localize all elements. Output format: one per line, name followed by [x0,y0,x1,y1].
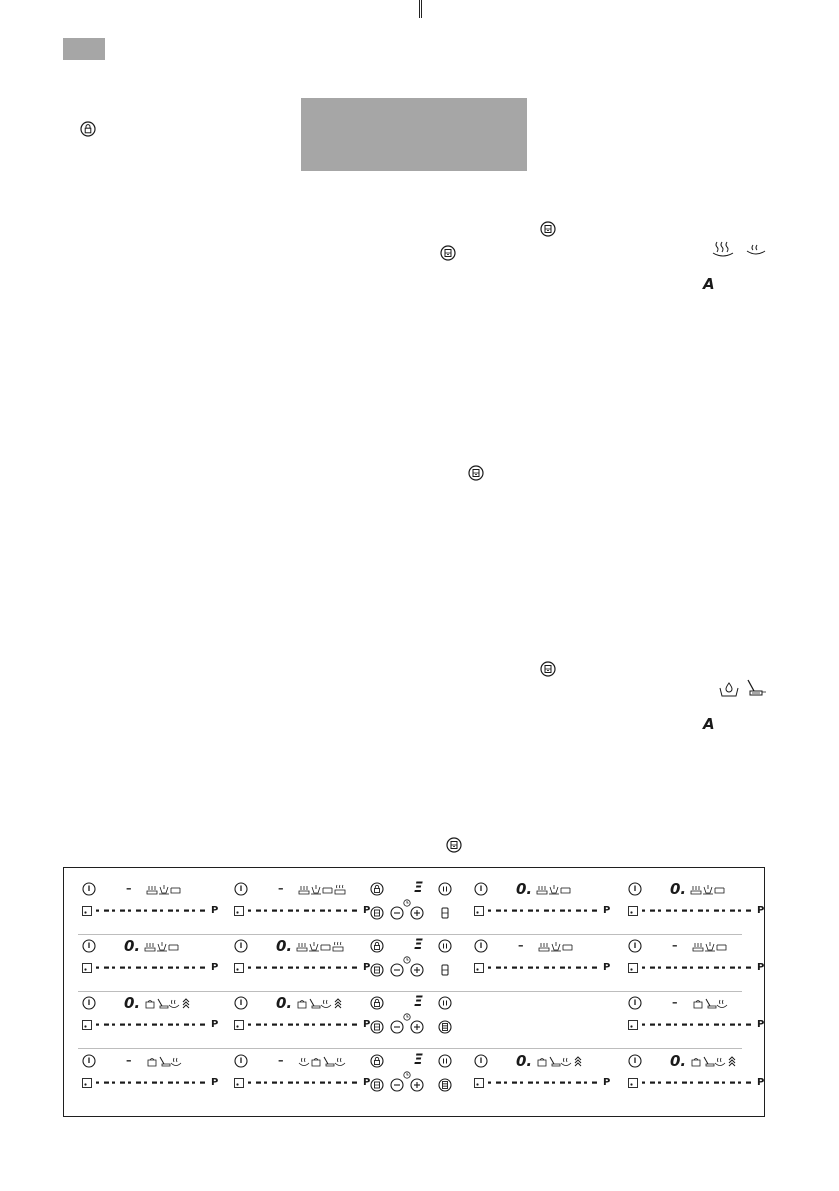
grill-key-icon[interactable] [438,1078,452,1092]
zone-display: 0. [124,994,141,1012]
power-slider[interactable] [248,965,366,971]
zone-select-icon[interactable] [628,1020,638,1030]
minus-icon[interactable] [390,1020,404,1034]
pot-pause-icon[interactable] [370,963,384,977]
slider-p-label: P [363,905,371,916]
pot-pause-icon[interactable] [370,906,384,920]
zone-select-icon[interactable] [82,963,92,973]
zone-function-icons [146,884,186,896]
cooking-zone-control [230,1054,370,1094]
zone-function-icons [296,941,348,953]
center-controls [370,996,454,1036]
slider-p-label: P [211,905,219,916]
cooking-zone-control [78,882,218,922]
zone-display: – [126,1054,132,1067]
lock-icon[interactable] [370,1054,384,1068]
power-icon[interactable] [82,882,96,896]
slider-p-label: P [211,1077,219,1088]
steam-low-wave-icon [745,242,767,258]
zone-select-icon[interactable] [234,1078,244,1088]
pause-icon[interactable] [438,882,452,896]
power-slider[interactable] [488,908,606,914]
power-slider[interactable] [488,965,606,971]
minus-icon[interactable] [390,963,404,977]
cooking-zone-control [78,996,218,1036]
cooking-zone-control [470,1054,610,1094]
zone-function-icons [692,998,732,1010]
lock-icon[interactable] [370,939,384,953]
power-icon[interactable] [474,939,488,953]
pot-pause-icon [540,661,556,677]
zone-function-icons [298,884,350,896]
pot-pause-icon[interactable] [370,1020,384,1034]
cooking-zone-control [230,882,370,922]
power-icon[interactable] [628,882,642,896]
zone-function-icons [144,998,196,1010]
plus-icon[interactable] [410,1078,424,1092]
pot-pause-icon[interactable] [370,1078,384,1092]
zone-select-icon[interactable] [474,906,484,916]
zone-display: – [126,882,132,895]
timer-display: Ξ [414,880,423,896]
zone-display: 0. [276,994,293,1012]
cooking-zone-control [470,882,610,922]
cooking-zone-control [624,1054,764,1094]
zone-display: – [278,882,284,895]
zone-function-icons [692,941,732,953]
timer-display: Ξ [414,937,423,953]
pause-icon[interactable] [438,1054,452,1068]
zone-display: 0. [670,880,687,898]
display-letter-A: A [703,715,715,733]
cooking-zone-control [624,939,764,979]
timer-display: Ξ [414,1052,423,1068]
pause-icon[interactable] [438,996,452,1010]
power-slider[interactable] [488,1080,606,1086]
power-slider[interactable] [642,965,760,971]
power-icon[interactable] [628,1054,642,1068]
zone-select-icon[interactable] [628,963,638,973]
slider-p-label: P [363,1077,371,1088]
pot-pause-icon [540,221,556,237]
zone-function-icons [296,998,348,1010]
plus-icon[interactable] [410,963,424,977]
slider-p-label: P [211,1019,219,1030]
zone-function-icons [536,1056,588,1068]
lock-icon[interactable] [370,996,384,1010]
power-slider[interactable] [96,1080,214,1086]
timer-display: Ξ [414,994,423,1010]
power-slider[interactable] [96,965,214,971]
plus-icon[interactable] [410,906,424,920]
zone-select-icon[interactable] [628,1078,638,1088]
cooking-zone-control [624,882,764,922]
grill-key-icon[interactable] [438,1020,452,1034]
cooking-zone-control [230,939,370,979]
highlight-box [301,98,527,171]
lock-icon [80,121,96,137]
power-icon[interactable] [474,1054,488,1068]
slider-p-label: P [757,1077,765,1088]
zone-function-icons [690,884,730,896]
drop-pot-icon [718,680,740,698]
binding-mark-left [419,0,420,18]
zone-display: 0. [276,937,293,955]
zone-display: – [672,996,678,1009]
slider-p-label: P [757,905,765,916]
power-icon[interactable] [82,939,96,953]
power-icon[interactable] [234,939,248,953]
row-separator [78,1048,742,1049]
minus-icon[interactable] [390,906,404,920]
zone-select-icon[interactable] [234,963,244,973]
zone-display: 0. [670,1052,687,1070]
zone-select-icon[interactable] [628,906,638,916]
plus-icon[interactable] [410,1020,424,1034]
steam-three-wave-icon [712,240,734,258]
row-separator [78,991,742,992]
minus-icon[interactable] [390,1078,404,1092]
display-letter-A: A [703,275,715,293]
pause-icon[interactable] [438,939,452,953]
power-slider[interactable] [642,1080,760,1086]
slider-p-label: P [757,962,765,973]
power-icon[interactable] [234,1054,248,1068]
zone-select-icon[interactable] [474,963,484,973]
slider-p-label: P [363,962,371,973]
zone-display: 0. [516,1052,533,1070]
zone-display: 0. [124,937,141,955]
power-slider[interactable] [96,1022,214,1028]
power-icon[interactable] [82,996,96,1010]
cooking-zone-control [78,1054,218,1094]
zone-select-icon[interactable] [234,906,244,916]
slider-p-label: P [603,1077,611,1088]
slider-p-label: P [363,1019,371,1030]
zone-function-icons [146,1056,186,1068]
power-icon[interactable] [628,996,642,1010]
control-panel-illustration [63,867,765,1117]
slider-p-label: P [211,962,219,973]
power-slider[interactable] [248,908,366,914]
zone-select-icon[interactable] [82,1078,92,1088]
zone-select-icon[interactable] [82,1020,92,1030]
zone-display: – [518,939,524,952]
slider-p-label: P [603,962,611,973]
bridge-key-icon[interactable] [438,963,452,977]
slider-p-label: P [757,1019,765,1030]
cooking-zone-control [470,939,610,979]
power-icon[interactable] [628,939,642,953]
slider-p-label: P [603,905,611,916]
section-tab [63,38,105,60]
center-controls [370,882,454,922]
power-icon[interactable] [234,882,248,896]
zone-function-icons [690,1056,742,1068]
zone-display: – [672,939,678,952]
zone-select-icon[interactable] [474,1078,484,1088]
zone-function-icons [538,941,578,953]
power-slider[interactable] [248,1022,366,1028]
binding-mark-right [421,0,422,18]
zone-function-icons [298,1056,350,1068]
zone-display: 0. [516,880,533,898]
power-slider[interactable] [642,1022,760,1028]
pot-pause-icon [468,465,484,481]
cooking-zone-control [230,996,370,1036]
row-separator [78,934,742,935]
power-slider[interactable] [642,908,760,914]
power-icon[interactable] [234,996,248,1010]
zone-display: – [278,1054,284,1067]
cooking-zone-control [624,996,764,1036]
zone-function-icons [144,941,184,953]
zone-select-icon[interactable] [234,1020,244,1030]
pot-pause-icon [440,245,456,261]
pot-pause-icon [446,837,462,853]
lock-icon[interactable] [370,882,384,896]
center-controls [370,1054,454,1094]
power-slider[interactable] [96,908,214,914]
zone-select-icon[interactable] [82,906,92,916]
cooking-zone-control [78,939,218,979]
zone-function-icons [536,884,576,896]
power-slider[interactable] [248,1080,366,1086]
ladle-pan-icon [745,678,767,698]
power-icon[interactable] [82,1054,96,1068]
bridge-key-icon[interactable] [438,906,452,920]
power-icon[interactable] [474,882,488,896]
center-controls [370,939,454,979]
